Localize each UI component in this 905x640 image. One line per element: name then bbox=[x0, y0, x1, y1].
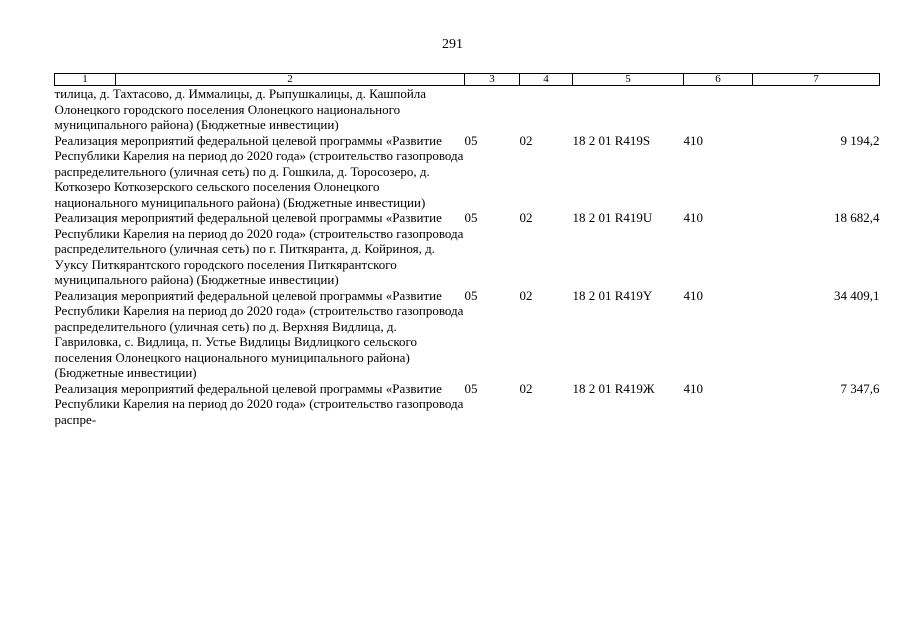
row-amount: 34 409,1 bbox=[834, 287, 880, 303]
row-amount: 9 194,2 bbox=[840, 132, 880, 148]
header-col-3: 3 bbox=[465, 74, 520, 86]
row-target-code: 18 2 01 R419S bbox=[572, 132, 651, 148]
header-col-1: 1 bbox=[55, 74, 116, 86]
row-description: тилица, д. Тахтасово, д. Иммалицы, д. Рыпушкалицы, д. Кашпойла Олонецкого городского поселения Олонецкого национального муниципального района) (Бюджетные инвестиции) bbox=[54, 86, 427, 132]
row-subsection: 02 bbox=[519, 132, 533, 148]
header-col-4: 4 bbox=[520, 74, 573, 86]
row-target-code: 18 2 01 R419U bbox=[572, 210, 653, 225]
row-description: Реализация мероприятий федеральной целевой программы «Развитие Республики Карелия на период до 2020 года» (строительство газопровода распре- bbox=[54, 380, 464, 427]
row-target-code bbox=[573, 86, 684, 133]
row-subsection: 02 bbox=[519, 210, 533, 225]
header-col-5: 5 bbox=[573, 74, 684, 86]
table-row bbox=[55, 133, 880, 211]
row-expense-type: 410 bbox=[683, 287, 703, 303]
row-description: Реализация мероприятий федеральной целевой программы «Развитие Республики Карелия на период до 2020 года» (строительство газопровода распределительного (уличная сеть) по г. Питкяранта, д. Койриноя, д. Ууксу Питкярантского городского поселения Питкярантского муниципального района) (Бюджетные инвестиции) bbox=[54, 210, 464, 287]
row-expense-type bbox=[684, 86, 753, 133]
row-section bbox=[465, 86, 520, 133]
table-row bbox=[55, 288, 880, 381]
row-expense-type: 410 bbox=[683, 132, 703, 148]
row-subsection bbox=[520, 86, 573, 133]
row-amount: 7 347,6 bbox=[840, 380, 880, 396]
page-number: 291 bbox=[442, 37, 463, 52]
row-target-code: 18 2 01 R419Y bbox=[572, 287, 653, 303]
row-description: Реализация мероприятий федеральной целевой программы «Развитие Республики Карелия на период до 2020 года» (строительство газопровода распределительного (уличная сеть) по д. Гошкила, д. Торосозеро, д. Коткозеро Коткозерского сельского поселения Олонецкого национального муниципального района) (Бюджетные инвестиции) bbox=[54, 132, 464, 210]
row-description: Реализация мероприятий федеральной целевой программы «Развитие Республики Карелия на период до 2020 года» (строительство газопровода распределительного (уличная сеть) по д. Верхняя Видлица, д. Гавриловка, с. Видлица, п. Устье Видлицы Видлицкого сельского поселения Олонецкого национального муниципального района) (Бюджетные инвестиции) bbox=[54, 287, 464, 380]
table-row bbox=[55, 86, 880, 133]
header-col-2: 2 bbox=[116, 74, 465, 86]
row-subsection: 02 bbox=[519, 380, 533, 396]
row-subsection: 02 bbox=[519, 287, 533, 303]
header-row bbox=[55, 74, 880, 86]
row-section: 05 bbox=[464, 132, 478, 148]
row-amount: 18 682,4 bbox=[834, 210, 880, 225]
row-amount bbox=[753, 86, 880, 133]
row-target-code: 18 2 01 R419Ж bbox=[572, 380, 655, 396]
table-row bbox=[55, 381, 880, 428]
row-expense-type: 410 bbox=[683, 380, 703, 396]
row-section: 05 bbox=[464, 287, 478, 303]
row-section: 05 bbox=[464, 380, 478, 396]
table-row bbox=[55, 210, 880, 288]
header-col-6: 6 bbox=[684, 74, 753, 86]
header-col-7: 7 bbox=[753, 74, 880, 86]
budget-table bbox=[54, 73, 880, 427]
row-section: 05 bbox=[464, 210, 478, 225]
row-expense-type: 410 bbox=[683, 210, 703, 225]
